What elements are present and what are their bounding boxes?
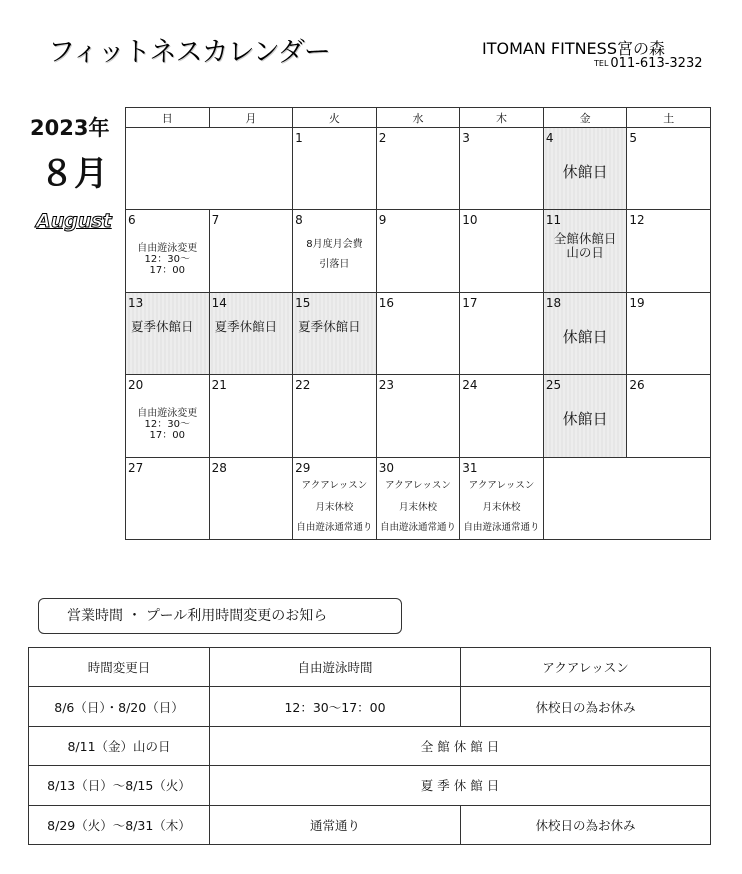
day-number: 28 xyxy=(211,460,227,475)
day-number: 16 xyxy=(378,295,394,310)
day-note: 引落日 xyxy=(319,259,350,271)
table-cell: 通常通り xyxy=(210,805,461,844)
day-number: 9 xyxy=(378,213,387,228)
calendar-empty-cell xyxy=(543,457,710,539)
table-header-cell: 自由遊泳時間 xyxy=(210,648,461,687)
calendar-day-cell xyxy=(209,292,293,374)
notice-box xyxy=(38,598,402,634)
calendar-week xyxy=(126,210,711,292)
calendar-month-english: August xyxy=(36,210,112,232)
day-number: 20 xyxy=(128,378,144,393)
hours-change-table xyxy=(28,647,711,845)
calendar-day-cell xyxy=(293,210,377,292)
day-note-line: 自由遊泳変更 xyxy=(137,408,198,420)
day-note: アクアレッスン xyxy=(301,479,368,491)
day-note: 夏季休館日 xyxy=(298,318,361,334)
day-number: 12 xyxy=(629,213,645,228)
calendar-day-cell xyxy=(543,210,627,292)
day-number: 10 xyxy=(462,213,478,228)
calendar-day-cell xyxy=(293,128,377,210)
phone-number: 011-613-3232 xyxy=(610,56,703,71)
table-header-row xyxy=(29,648,711,687)
day-number: 23 xyxy=(378,378,394,393)
table-header-cell: 時間変更日 xyxy=(29,648,210,687)
day-number: 17 xyxy=(462,295,478,310)
day-number: 27 xyxy=(128,460,144,475)
day-number: 2 xyxy=(378,131,387,145)
calendar-day-cell xyxy=(460,457,544,539)
calendar-day-cell xyxy=(627,128,711,210)
tel-mark: TEL xyxy=(594,59,609,68)
day-number: 21 xyxy=(211,378,227,393)
calendar-day-cell xyxy=(293,457,377,539)
day-note: アクアレッスン xyxy=(385,479,451,491)
calendar-day-cell xyxy=(543,292,627,374)
table-cell: 夏 季 休 館 日 xyxy=(210,766,711,805)
table-row xyxy=(29,766,711,805)
calendar-day-cell xyxy=(209,375,293,457)
day-note: 休館日 xyxy=(562,327,608,346)
calendar-day-cell xyxy=(460,128,544,210)
table-cell: 8/11（金）山の日 xyxy=(29,726,210,765)
calendar-day-cell xyxy=(543,128,627,210)
day-note: 自由遊泳通常通り xyxy=(296,521,373,533)
calendar-day-cell xyxy=(376,128,460,210)
calendar-week xyxy=(126,457,711,539)
day-note-line: 17：00 xyxy=(149,265,185,277)
table-row xyxy=(29,805,711,844)
calendar-day-cell xyxy=(293,292,377,374)
day-number: 22 xyxy=(295,378,311,393)
day-number: 15 xyxy=(295,295,311,310)
day-note-line: 全館休館日 xyxy=(553,231,617,247)
day-note: 自由遊泳通常通り xyxy=(379,521,456,533)
table-cell: 全 館 休 館 日 xyxy=(210,726,711,765)
day-note-line: 山の日 xyxy=(566,245,604,261)
day-note xyxy=(544,232,627,260)
calendar-day-cell xyxy=(376,375,460,457)
gym-phone xyxy=(594,56,703,71)
calendar-day-cell xyxy=(126,292,210,374)
weekday-sun: 日 xyxy=(126,108,210,128)
calendar-day-cell xyxy=(126,375,210,457)
day-number: 31 xyxy=(462,460,478,475)
calendar-day-cell xyxy=(543,375,627,457)
calendar-grid xyxy=(125,107,711,540)
day-number: 24 xyxy=(462,378,478,393)
day-note-line: 自由遊泳変更 xyxy=(137,243,198,255)
day-number: 1 xyxy=(295,131,303,145)
day-number: 19 xyxy=(629,295,645,310)
day-note-line: 17：00 xyxy=(149,430,185,442)
day-note xyxy=(126,243,209,276)
calendar-week xyxy=(126,128,711,210)
table-cell: 12：30～17：00 xyxy=(210,687,461,726)
calendar-day-cell xyxy=(209,457,293,539)
calendar-day-cell xyxy=(209,210,293,292)
calendar-day-cell xyxy=(126,210,210,292)
day-number: 4 xyxy=(545,131,554,145)
day-note: 月末休校 xyxy=(398,501,437,513)
table-cell: 休校日の為お休み xyxy=(461,805,711,844)
day-note: 夏季休館日 xyxy=(131,318,194,334)
calendar-week xyxy=(126,375,711,457)
calendar-day-cell xyxy=(460,375,544,457)
day-number: 5 xyxy=(629,131,638,145)
day-number: 25 xyxy=(545,378,562,393)
notice-title: 営業時間 ・ プール利用時間変更のお知ら xyxy=(67,608,328,624)
day-number: 13 xyxy=(128,295,144,310)
weekday-sat: 土 xyxy=(627,108,711,128)
calendar-week xyxy=(126,292,711,374)
day-number: 30 xyxy=(378,460,394,475)
calendar-day-cell xyxy=(460,292,544,374)
day-number: 18 xyxy=(545,295,562,310)
weekday-wed: 水 xyxy=(376,108,460,128)
day-note: 休館日 xyxy=(562,163,608,181)
day-number: 11 xyxy=(545,213,562,228)
day-number: 14 xyxy=(211,295,227,310)
day-note: アクアレッスン xyxy=(468,479,535,491)
table-cell: 8/13（日）～8/15（火） xyxy=(29,766,210,805)
calendar-year: 2023年 xyxy=(30,116,110,140)
day-note: 自由遊泳通常通り xyxy=(463,521,540,533)
table-cell: 8/6（日）・8/20（日） xyxy=(29,687,210,726)
page-title: フィットネスカレンダー xyxy=(48,37,330,68)
calendar-day-cell xyxy=(460,210,544,292)
day-note: 休館日 xyxy=(562,410,608,429)
weekday-tue: 火 xyxy=(293,108,377,128)
day-note xyxy=(126,408,209,441)
day-number: 3 xyxy=(462,131,470,145)
day-note: 夏季休館日 xyxy=(214,318,278,334)
day-number: 8 xyxy=(295,213,303,228)
day-note: 月末休校 xyxy=(315,501,354,513)
weekday-fri: 金 xyxy=(543,108,627,128)
table-row xyxy=(29,726,711,765)
day-note: 8月度月会費 xyxy=(306,239,363,251)
day-note-line: 12：30～ xyxy=(144,419,190,431)
table-header-cell: アクアレッスン xyxy=(461,648,711,687)
gym-name: ITOMAN FITNESS宮の森 xyxy=(482,39,665,58)
calendar-empty-cell xyxy=(126,128,293,210)
day-note-line: 12：30～ xyxy=(144,254,190,266)
weekday-header-row xyxy=(126,108,711,128)
day-number: 29 xyxy=(295,460,311,475)
day-number: 7 xyxy=(211,213,220,228)
table-row xyxy=(29,687,711,726)
day-number: 26 xyxy=(629,378,645,393)
calendar-day-cell xyxy=(293,375,377,457)
calendar-day-cell xyxy=(627,210,711,292)
table-cell: 休校日の為お休み xyxy=(461,687,711,726)
calendar-day-cell xyxy=(376,292,460,374)
calendar-month: ８月 xyxy=(40,154,108,194)
day-note: 月末休校 xyxy=(482,501,521,513)
day-number: 6 xyxy=(128,213,136,228)
calendar-day-cell xyxy=(376,457,460,539)
table-cell: 8/29（火）～8/31（木） xyxy=(29,805,210,844)
calendar-day-cell xyxy=(126,457,210,539)
calendar-day-cell xyxy=(376,210,460,292)
calendar-day-cell xyxy=(627,375,711,457)
weekday-thu: 木 xyxy=(460,108,544,128)
weekday-mon: 月 xyxy=(209,108,293,128)
calendar-day-cell xyxy=(627,292,711,374)
